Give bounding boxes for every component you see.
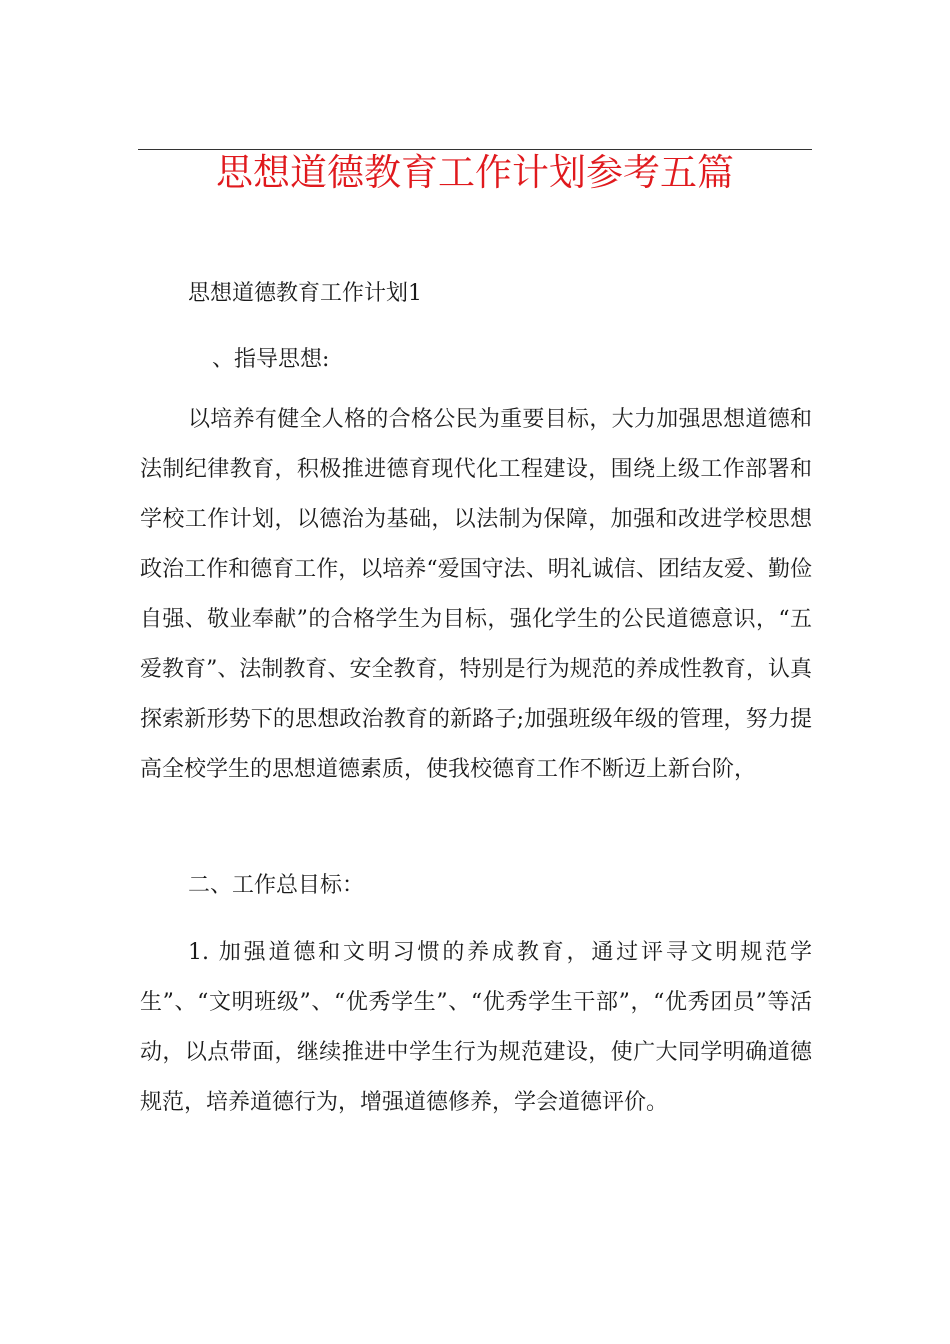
paragraph-goal-1: 1. 加强道德和文明习惯的养成教育，通过评寻文明规范学生”、“文明班级”、“优秀学生”、“优秀学生干部”，“优秀团员”等活动，以点带面，继续推进中学生行为规范建设，使广大同学明确道德规范，培养道德行为，增强道德修养，学会道德评价。 — [140, 940, 812, 1115]
paragraph-guiding-ideology: 以培养有健全人格的合格公民为重要目标，大力加强思想道德和法制纪律教育，积极推进德育现代化工程建设，围绕上级工作部署和学校工作计划，以德治为基础，以法制为保障，加强和改进学校思想政治工作和德育工作，以培养“爱国守法、明礼诚信、团结友爱、勤俭自强、敬业奉献”的合格学生为目标，强化学生的公民道德意识，“五爱教育”、法制教育、安全教育，特别是行为规范的养成性教育，认真探索新形势下的思想政治教育的新路子;加强班级年级的管理，努力提高全校学生的思想道德素质，使我校德育工作不断迈上新台阶， — [140, 407, 812, 782]
section-title: 思想道德教育工作计划1 — [188, 281, 422, 306]
document-title: 思想道德教育工作计划参考五篇 — [216, 151, 734, 194]
heading-guiding-ideology: 、指导思想: — [212, 347, 330, 372]
heading-overall-goals: 二、工作总目标： — [188, 873, 365, 898]
